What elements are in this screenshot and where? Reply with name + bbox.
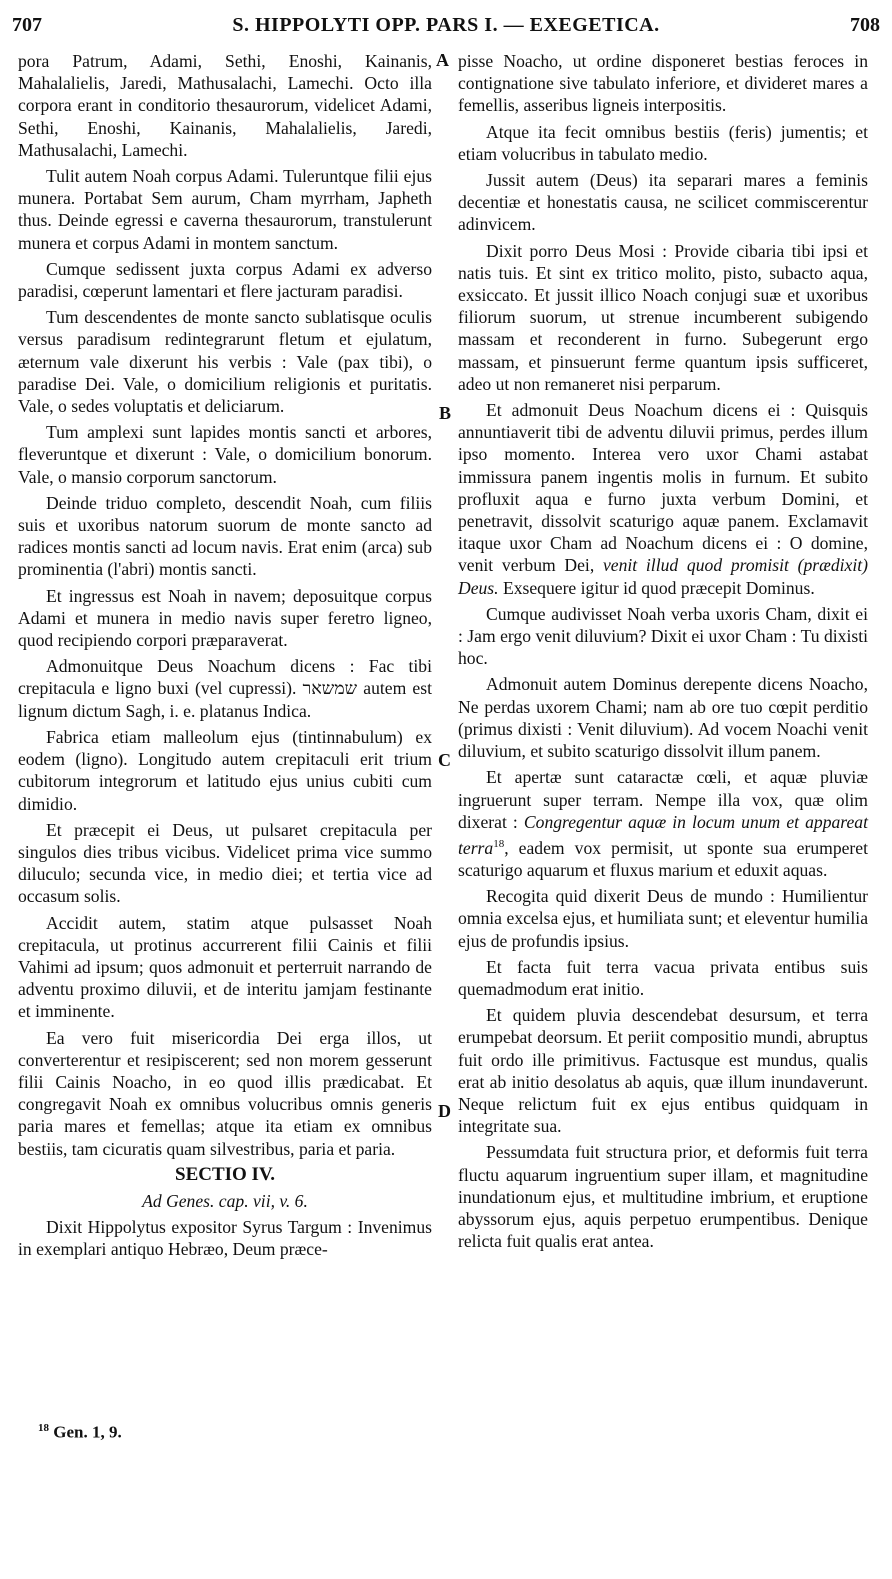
paragraph-text: , eadem vox permisit, ut sponte sua erumperet scaturigo aquarum et fluxus marium et eduxit aquas. <box>458 837 868 880</box>
paragraph: Cumque audivisset Noah verba uxoris Cham, dixit ei : Jam ergo venit diluvium? Dixit ei uxor Cham : Tu dixisti hoc. <box>458 603 868 669</box>
paragraph: Admonuit autem Dominus derepente dicens Noacho, Ne perdas uxorem Chami; nam ab ore tuo cœpit perditio (primus dixisti : Venit diluvium). Ad vocem Noachi venit diluvium, et subito scaturigo dissolvit illum panem. <box>458 674 868 762</box>
paragraph <box>458 399 868 599</box>
paragraph-text: Et apertæ sunt cataractæ cœli, et aquæ pluviæ ingruerunt super terram. Nempe illa vox, quæ olim dixerat : <box>458 767 868 832</box>
margin-letter-b: B <box>439 403 452 423</box>
paragraph <box>458 766 868 881</box>
paragraph: Atque ita fecit omnibus bestiis (feris) jumentis; et etiam volucribus in tabulato medio. <box>458 121 868 164</box>
paragraph: Recogita quid dixerit Deus de mundo : Humilientur omnia excelsa ejus, et humiliata sunt; et eleventur humilia ejus de profundis ipsius. <box>458 886 868 951</box>
paragraph: Dixit porro Deus Mosi : Provide cibaria tibi ipsi et natis tuis. Et sint ex tritico molito, pisto, subacto aqua, exsiccato. Et jussit illico Noach conjugi suæ et uxoribus filiorum suorum, ut strenue incumberent subigendo massam et reconderent in furno. Subegerunt ergo massam, et pinsuerunt ferme quantum ipsis sufficeret, adeo ut non remaneret nisi perparum. <box>458 240 868 394</box>
running-header <box>12 14 880 42</box>
paragraph-text: Exsequere igitur id quod præcepit Dominus. <box>502 577 815 598</box>
paragraph: Et præcepit ei Deus, ut pulsaret crepitacula per singulos dies tribus vicibus. Videlicet prima vice summo diluculo; secunda vice, in medio diei; et tertia vice ad occasum solis. <box>18 819 432 907</box>
paragraph-text: Et admonuit Deus Noachum dicens ei : Quisquis annuntiaverit tibi de adventu diluvii primus, perdes illum ipso momento. Interea vero uxor Chami astabat immissura panem ingentis molis in furnum. Et subito profluxit aqua e furno juxta verbum Domini, et penetravit, dissolvit scaturigo aquæ panem. Exclamavit itaque uxor Cham ad Noachum dicens ei : O domine, venit verbum Dei, <box>458 400 868 576</box>
paragraph: Tulit autem Noah corpus Adami. Tuleruntque filii ejus munera. Portabat Sem aurum, Cham myrrham, Japheth thus. Deinde egressi e caverna thesaurorum, transtulerunt munera et corpus Adami in montem sanctum. <box>18 166 432 253</box>
paragraph: Tum descendentes de monte sancto sublatisque oculis versus paradisum redintegrarunt fletum et ejulatum, æternum vale dixerunt his verbis : Vale (pax tibi), o paradise Dei. Vale, o domicilium religionis et puritatis. Vale, o sedes voluptatis et deliciarum. <box>18 307 432 417</box>
section-title: SECTIO IV. <box>175 1163 275 1185</box>
paragraph: Tum amplexi sunt lapides montis sancti et arbores, fleveruntque et dixerunt : Vale, o domicilium bonorum. Vale, o mansio corporum sanctorum. <box>18 422 432 487</box>
margin-letter-c: C <box>438 750 451 770</box>
footnote-reference: 18 <box>493 837 505 850</box>
paragraph: Ea vero fuit misericordia Dei erga illos, ut converterentur et resipiscerent; sed non morem gesserunt filii Cainis Noacho, in eo quod illis prædicabat. Et congregavit Noah ex omnibus volucribus omnis generis paria mares et femellas; atque ita etiam ex omnibus bestiis, tam cicuratis quam silvestribus, paria et paria. <box>18 1027 432 1159</box>
paragraph: Deinde triduo completo, descendit Noah, cum filiis suis et uxoribus natorum suorum de monte sancto ad radices montis sancti ad locum navis. Erat enim (arca) sub prominentia (l'abri) montis sancti. <box>18 492 432 580</box>
paragraph: Et ingressus est Noah in navem; deposuitque corpus Adami et munera in medio navis super feretro ligneo, quod recipiendo corpori præparaverat. <box>18 585 432 651</box>
paragraph: Et facta fuit terra vacua privata entibus suis quemadmodum erat initio. <box>458 956 868 999</box>
paragraph: Admonuitque Deus Noachum dicens : Fac tibi crepitacula e ligno buxi (vel cupressi). שמשאר autem est lignum dictum Sagh, i. e. platanus Indica. <box>18 656 432 721</box>
margin-letter-a: A <box>436 50 449 70</box>
right-page-number: 708 <box>850 14 880 36</box>
footnote-text: Gen. 1, 9. <box>53 1422 122 1442</box>
paragraph: Jussit autem (Deus) ita separari mares a feminis decentiæ et honestatis causa, ne scilicet commiscerentur adinvicem. <box>458 170 868 235</box>
paragraph: Accidit autem, statim atque pulsasset Noah crepitacula, ut protinus accurrerent filii Cainis et filii Vahimi ad ipsum; quos admonuit et perterruit narrando de adventu proximo diluvii, et de interitu jamjam festinante et imminente. <box>18 912 432 1022</box>
footnote <box>38 1422 122 1443</box>
footnote-marker: 18 <box>38 1422 49 1434</box>
right-column <box>458 50 868 1256</box>
italic-quote: venit illud quod promisit (prædixit) Deus. <box>458 555 868 598</box>
left-column <box>18 50 432 1265</box>
paragraph: Et quidem pluvia descendebat desursum, et terra erumpebat deorsum. Et periit compositio mundi, abruptus fuit ordo ille primitivus. Factusque est mundus, qualis erat ab initio desolatus ab aquis, quæ illum inundaverunt. Neque relictum fuit ex ejus entibus quidquam in integritate sua. <box>458 1005 868 1137</box>
paragraph: Fabrica etiam malleolum ejus (tintinnabulum) ex eodem (ligno). Longitudo autem crepitaculi erit trium cubitorum integrorum et latitudo ejus unius cubiti cum dimidio. <box>18 726 432 814</box>
running-title: S. HIPPOLYTI OPP. PARS I. — EXEGETICA. <box>232 14 660 36</box>
left-page-number: 707 <box>12 14 42 36</box>
italic-quote: Congregentur aquæ in locum unum et appareat terra <box>458 811 868 858</box>
section-subtitle: Ad Genes. cap. vii, v. 6. <box>142 1190 308 1211</box>
paragraph: Cumque sedissent juxta corpus Adami ex adverso paradisi, cœperunt lamentari et flere jacturam paradisi. <box>18 258 432 302</box>
paragraph: pisse Noacho, ut ordine disponeret bestias feroces in contignatione sive tabulato inferiore, et divideret mares a femellis, asseribus ligneis interpositis. <box>458 51 868 116</box>
paragraph: Pessumdata fuit structura prior, et deformis fuit terra fluctu aquarum ingruentium super illam, et magnitudine inundationum ejus, et multitudine imbrium, et eruptione abyssorum ejus, aquis perpetuo erumpentibus. Denique relicta fuit qualis erat antea. <box>458 1142 868 1252</box>
paragraph: pora Patrum, Adami, Sethi, Enoshi, Kainanis, Mahalalielis, Jaredi, Mathusalachi, Lamechi. Octo illa corpora erant in conditorio thesaurorum, videlicet Adami, Sethi, Enoshi, Kainanis, Mahalalielis, Jaredi, Mathusalachi, Lamechi. <box>18 51 432 160</box>
margin-letter-d: D <box>438 1101 451 1121</box>
paragraph: Dixit Hippolytus expositor Syrus Targum : Invenimus in exemplari antiquo Hebræo, Deum præce- <box>18 1217 432 1260</box>
